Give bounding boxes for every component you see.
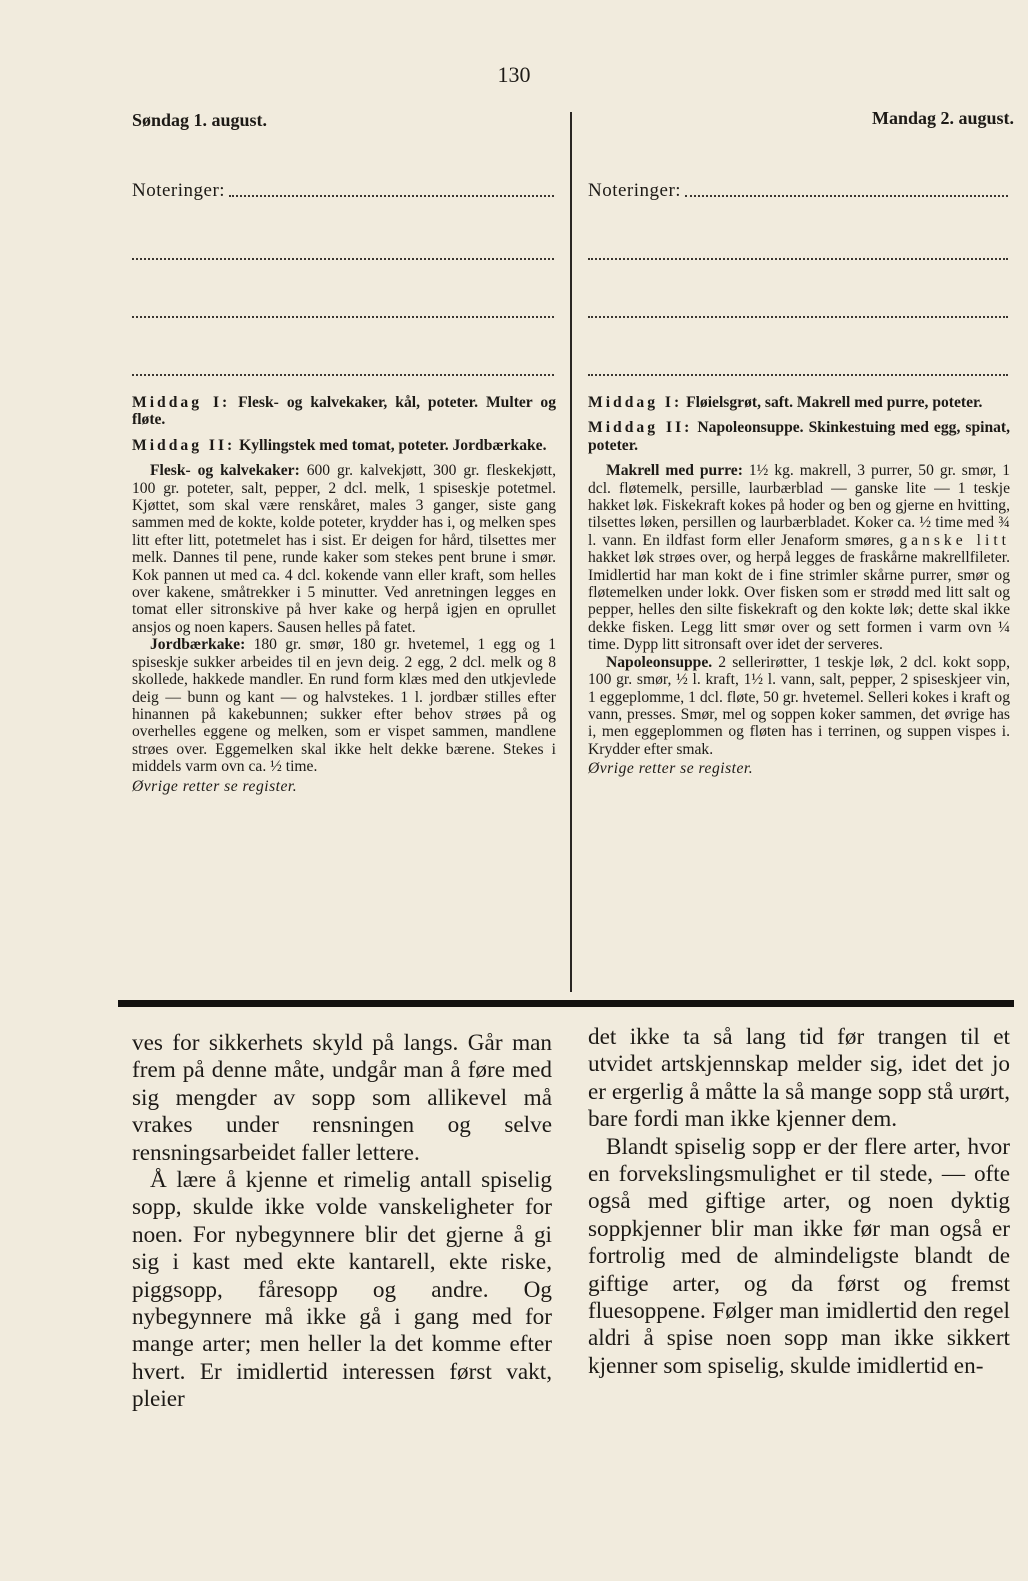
notes-section-right [588, 180, 1008, 376]
recipe-paragraph [132, 462, 556, 636]
page-number: 130 [497, 62, 531, 87]
menu-text: Napoleonsuppe. Skinkestuing med egg, spinat, poteter. [588, 419, 1011, 454]
menu-item [588, 394, 1010, 411]
recipe-text: 180 gr. smør, 180 gr. hvetemel, 1 egg og 1 spiseskje sukker arbeides til en jevn deig. 2 egg, 2 dcl. melk og 8 skollede, hakkede mandler. En rund form klæs med den utkjevlede deig — bunn og kant — og halvstekes. 1 l. jordbær stilles efter hinannen på kakebunnen; sukker efter behov strøes på og overhelles eggene og melken, som er vispet sammen, mandlene strøes over. Eggemelken skal ikke helt dekke bærene. Stekes i middels varm ovn ca. ½ time. [132, 636, 556, 776]
notes-label-right: Noteringer: [588, 180, 682, 201]
menu-tag: Middag II: [132, 436, 236, 454]
menu-tag: Middag I: [588, 394, 683, 411]
body-text-left [132, 1030, 552, 1414]
notes-dotline [685, 195, 1008, 197]
recipe-title: Flesk- og kalvekaker: [150, 462, 300, 480]
recipe-paragraph [588, 462, 1010, 653]
recipe-title: Napoleonsuppe. [606, 653, 713, 671]
recipe-paragraph [132, 636, 556, 775]
recipe-title: Makrell med purre: [606, 462, 743, 480]
menu-tag: Middag I: [132, 394, 231, 411]
menu-item [132, 437, 556, 454]
recipe-paragraph [588, 654, 1010, 758]
date-heading-right: Mandag 2. august. [871, 108, 1014, 128]
recipes-left [132, 394, 556, 795]
recipe-title: Jordbærkake: [150, 636, 246, 654]
body-paragraph: Å lære å kjenne et rimelig antall spiselig sopp, skulde ikke volde vanskeligheter for noen. For nybegynnere blir det gjerne å gi sig i kast med ekte kantarell, ekte riske, piggsopp, fåresopp og andre. Og nybegynnere må ikke gå i gang med for mange arter; men heller la det komme efter hvert. Er imidlertid interessen først vakt, pleier [132, 1167, 552, 1413]
notes-dotline [588, 296, 1008, 318]
body-paragraph: Blandt spiselig sopp er der flere arter, hvor en forvekslingsmulighet er til stede, — ofte også med giftige arter, og noen dyktig soppkjenner blir man ikke før man også er fortrolig med de almindeligste blandt de giftige arter, og da først og fremst fluesoppene. Følger man imidlertid den regel aldri å spise noen sopp man ikke sikkert kjenner som spiselig, skulde imidlertid en- [588, 1133, 1010, 1379]
notes-dotline [229, 195, 554, 197]
body-paragraph: ves for sikkerhets skyld på langs. Går man frem på denne måte, undgår man å føre med sig mengder av sopp som allikevel må vrakes under rensningen og selve rensningsarbeidet faller lettere. [132, 1030, 552, 1166]
notes-dotline [588, 238, 1008, 260]
recipe-text-spaced: ganske litt [899, 531, 1011, 549]
notes-section-left [132, 180, 554, 376]
see-register-note: Øvrige retter se register. [132, 777, 298, 795]
recipe-text: 2 sellerirøtter, 1 teskje løk, 2 dcl. kokt sopp, 100 gr. smør, ½ l. kraft, 1½ l. vann, salt, pepper, 2 spiseskjeer vin, 1 eggeplomme, 1 dcl. fløte, 50 gr. hvetemel. Selleri kokes i kraft og vann, presses. Smør, mel og soppen koker sammen, det øvrige has i, men eggeplommen og fløten has i terrinen, og suppen vispes i. Krydder efter smak. [588, 653, 1010, 758]
see-register-note: Øvrige retter se register. [588, 760, 754, 778]
notes-dotline [588, 354, 1008, 376]
recipe-text: hakket løk strøes over, og herpå legges de fraskårne makrellfileter. Imidlertid har man kokt de i fine strimler skårne purrer, smør og fløtemelken under lokk. Over fisken som er strødd med litt salt og pepper, helles den silte fiskekraft og den kokte løk; dette skal ikke dekke fisken. Legg litt smør over og sett formen i varm ovn ¼ time. Dypp litt sitronsaft over idet der serveres. [588, 549, 1010, 654]
recipes-right [588, 394, 1010, 778]
column-divider [570, 112, 572, 992]
menu-item [132, 394, 556, 429]
recipe-text: 600 gr. kalvekjøtt, 300 gr. fleskekjøtt, 100 gr. poteter, salt, pepper, 2 dcl. melk, 1 spiseskje potetmel. Kjøttet, som skal være renskåret, males 3 ganger, siste gang sammen med de kokte, kolde poteter, krydder has i, og melken spes litt efter litt, potetmelet has i sist. Er deigen for hård, tilsettes mer melk. Dannes til pene, runde kaker som stekes pent brune i smør. Kok pannen ut med ca. 4 dcl. kokende vann eller kraft, som helles over kakene, småtrekker i 5 minutter. Ved anretningen legges en tomat eller sitronskive på hver kake og herpå igjen en oprullet ansjos og noen kapers. Sausen helles på fatet. [132, 462, 556, 636]
notes-label-left: Noteringer: [132, 180, 226, 201]
body-paragraph: det ikke ta så lang tid før trangen til et utvidet artskjennskap melder sig, idet det jo er ergerlig å måtte la så mange sopp stå urørt, bare fordi man ikke kjenner dem. [588, 1024, 1010, 1133]
date-heading-left: Søndag 1. august. [132, 110, 268, 130]
menu-text: Kyllingstek med tomat, poteter. Jordbærkake. [239, 436, 547, 454]
horizontal-rule [118, 1000, 1014, 1007]
menu-tag: Middag II: [588, 419, 693, 437]
menu-item [588, 419, 1010, 454]
notes-dotline [132, 238, 554, 260]
recipe-text: 1½ kg. makrell, 3 purrer, 50 gr. smør, 1 dcl. fløtemelk, persille, laurbærblad — ganske lite — 1 teskje hakket løk. Fiskekraft kokes på hoder og ben og gjerne en hvitting, tilsettes løken, persillen og laurbærbladet. Koker ca. ½ time med ¾ l. vann. En ildfast form eller Jenaform smøres, [588, 462, 1010, 549]
menu-text: Flesk- og kalvekaker, kål, poteter. Multer og fløte. [132, 394, 556, 429]
menu-text: Fløielsgrøt, saft. Makrell med purre, poteter. [686, 394, 983, 411]
notes-dotline [132, 296, 554, 318]
body-text-right [588, 1024, 1010, 1380]
notes-dotline [132, 354, 554, 376]
